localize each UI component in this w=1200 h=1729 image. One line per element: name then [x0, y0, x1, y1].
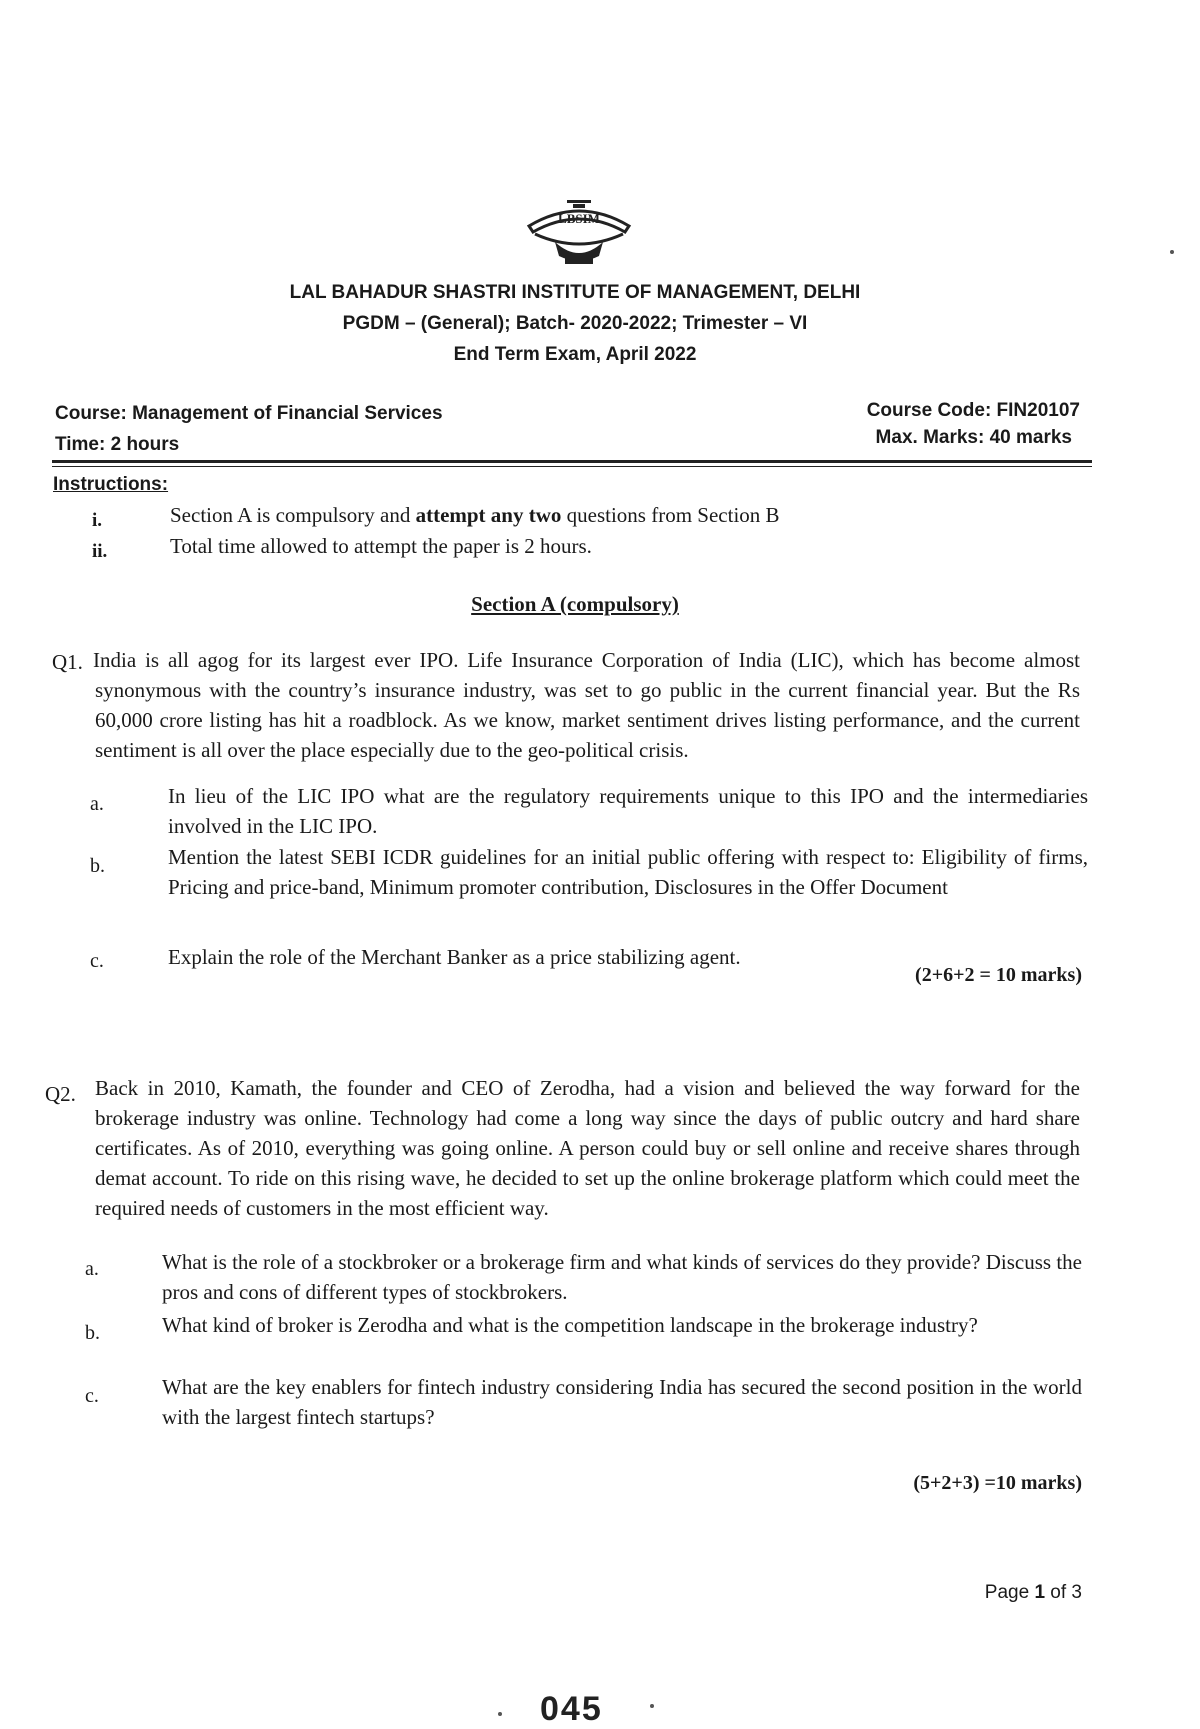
sub-question-label: a.	[85, 1258, 99, 1280]
question-marks: (5+2+3) =10 marks)	[913, 1472, 1082, 1494]
sub-question-label: b.	[85, 1322, 100, 1344]
page-number: Page 1 of 3	[984, 1582, 1082, 1603]
sub-question-text: Mention the latest SEBI ICDR guidelines for an initial public offering with respect to: Eligibility of firms, Pricing and price-band, Minimum promoter contribution, Disclosures in the Offer Document	[168, 845, 1088, 899]
section-a-title: Section A (compulsory)	[471, 592, 679, 616]
instruction-item: Section A is compulsory and attempt any two questions from Section B	[170, 503, 780, 527]
header-divider-thin	[52, 466, 1092, 467]
question-marks: (2+6+2 = 10 marks)	[915, 964, 1082, 986]
sub-question-text: What kind of broker is Zerodha and what is the competition landscape in the brokerage industry?	[162, 1313, 978, 1337]
institute-name: LAL BAHADUR SHASTRI INSTITUTE OF MANAGEMENT, DELHI	[289, 282, 861, 303]
sub-question-text: Explain the role of the Merchant Banker as a price stabilizing agent.	[168, 945, 741, 969]
program-line: PGDM – (General); Batch- 2020-2022; Trimester – VI	[342, 313, 808, 334]
sub-question-text: What are the key enablers for fintech industry considering India has secured the second position in the world with the largest fintech startups?	[162, 1375, 1082, 1429]
handwritten-stamp: 045	[540, 1690, 603, 1728]
instruction-number: i.	[92, 510, 103, 531]
sub-question-text: What is the role of a stockbroker or a brokerage firm and what kinds of services do they provide? Discuss the pros and cons of different types of stockbrokers.	[162, 1250, 1082, 1304]
ink-speck	[498, 1712, 502, 1716]
instructions-heading: Instructions:	[53, 474, 169, 495]
max-marks: Max. Marks: 40 marks	[875, 427, 1072, 448]
question-number: Q1.	[52, 650, 83, 674]
instruction-emphasis: attempt any two	[415, 503, 562, 527]
sub-question-label: c.	[90, 950, 104, 972]
course-code: Course Code: FIN20107	[866, 400, 1080, 421]
course-name: Course: Management of Financial Services	[55, 403, 443, 424]
sub-question-label: b.	[90, 855, 105, 877]
header-divider	[52, 460, 1092, 463]
question-text: India is all agog for its largest ever IPO. Life Insurance Corporation of India (LIC), which has become almost synonymous with the country’s insurance industry, was set to go public in the current financial year. But the Rs 60,000 crore listing has hit a roadblock. As we know, market sentiment drives listing performance, and the current sentiment is all over the place especially due to the geo-political crisis.	[93, 648, 1080, 762]
sub-question-label: a.	[90, 793, 104, 815]
exam-line: End Term Exam, April 2022	[453, 344, 697, 365]
exam-time: Time: 2 hours	[55, 434, 180, 455]
lbsim-logo	[515, 198, 635, 268]
ink-speck	[1170, 250, 1174, 254]
ink-speck	[650, 1704, 654, 1708]
sub-question-text: In lieu of the LIC IPO what are the regulatory requirements unique to this IPO and the intermediaries involved in the LIC IPO.	[168, 784, 1088, 838]
question-number: Q2.	[45, 1082, 76, 1106]
instruction-number: ii.	[92, 541, 108, 562]
question-text: Back in 2010, Kamath, the founder and CEO of Zerodha, had a vision and believed the way forward for the brokerage industry was online. Technology had come a long way since the days of public outcry and hard share certificates. As of 2010, everything was going online. A person could buy or sell online and receive shares through demat account. To ride on this rising wave, he decided to set up the online brokerage platform which could meet the required needs of customers in the most efficient way.	[95, 1076, 1080, 1220]
logo-text: LBSIM	[558, 211, 600, 226]
sub-question-label: c.	[85, 1385, 99, 1407]
instruction-item: Total time allowed to attempt the paper is 2 hours.	[170, 534, 592, 558]
